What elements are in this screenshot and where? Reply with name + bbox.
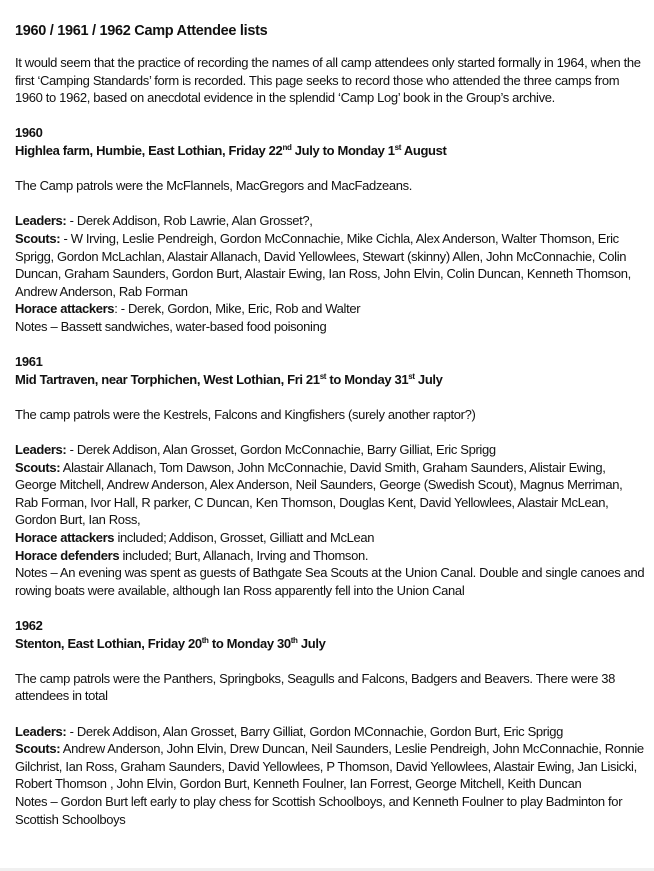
camp-attackers: [15, 529, 646, 547]
location-text: Stenton, East Lothian, Friday 20: [15, 635, 202, 651]
location-text: Highlea farm, Humbie, East Lothian, Friday 22: [15, 142, 283, 158]
scouts-label: Scouts:: [15, 459, 61, 475]
camp-year: 1961: [15, 354, 43, 370]
scouts-list: Andrew Anderson, John Elvin, Drew Duncan, Neil Saunders, Leslie Pendreigh, John McConnachie, Ronnie Gilchrist, Ian Ross, Graham Saunders, David Yellowlees, P Thomson, David Yellowlees, Alastair Ewing, Jan Lisicki, Robert Thomson , John Elvin, Gordon Burt, Kenneth Foulner, Ian Forrest, George Mitchell, Keith Duncan: [15, 741, 644, 792]
camp-patrols: The camp patrols were the Panthers, Springboks, Seagulls and Falcons, Badgers and Beavers. There were 38 attendees in total: [15, 670, 615, 704]
camp-notes: Notes – Gordon Burt left early to play chess for Scottish Schoolboys, and Kenneth Foulner to play Badminton for Scottish Schoolboys: [15, 793, 623, 827]
camp-location: [15, 142, 646, 160]
ordinal-suffix: st: [394, 142, 402, 152]
leaders-list: - Derek Addison, Rob Lawrie, Alan Grosset?,: [66, 213, 313, 229]
attackers-list: included; Addison, Grosset, Gilliatt and McLean: [114, 530, 375, 546]
intro-paragraph: It would seem that the practice of recording the names of all camp attendees only started formally in 1964, when the first ‘Camping Standards’ form is recorded. This page seeks to record those who attended the three camps from 1960 to 1962, based on anecdotal evidence in the splendid ‘Camp Log’ book in the Group’s archive.: [15, 55, 641, 106]
ordinal-suffix: st: [319, 371, 327, 381]
defenders-list: included; Burt, Allanach, Irving and Thomson.: [119, 547, 369, 563]
leaders-label: Leaders:: [15, 213, 67, 229]
camp-scouts: [15, 459, 646, 529]
camp-leaders: [15, 212, 646, 230]
camp-year: 1962: [15, 618, 43, 633]
location-text: Mid Tartraven, near Torphichen, West Lothian, Fri 21: [15, 371, 320, 387]
camp-1960-section: [15, 124, 646, 335]
leaders-list: - Derek Addison, Alan Grosset, Barry Gilliat, Gordon MConnachie, Gordon Burt, Eric Sprigg: [66, 723, 564, 739]
location-text: July to Monday 1: [291, 142, 395, 158]
camp-notes: Notes – An evening was spent as guests of Bathgate Sea Scouts at the Union Canal. Double and single canoes and rowing boats were available, although Ian Ross apparently fell into the Union Canal: [15, 565, 645, 598]
ordinal-suffix: th: [290, 635, 298, 645]
scouts-list: - W Irving, Leslie Pendreigh, Gordon McConnachie, Mike Cichla, Alex Anderson, Walter Thomson, Eric Sprigg, Gordon McLachlan, Alastair Allanach, David Yellowlees, Stewart (skinny) Allen, John McConnachie, Colin Duncan, Graham Saunders, Gordon Burt, Alastair Ewing, Ian Ross, John Elvin, Colin Duncan, Kenneth Thomson, Andrew Anderson, Rab Forman: [15, 230, 631, 299]
location-text: July: [297, 635, 326, 651]
leaders-label: Leaders:: [15, 723, 67, 739]
camp-location: [15, 635, 646, 653]
camp-patrols: The camp patrols were the Kestrels, Falcons and Kingfishers (surely another raptor?): [15, 406, 476, 422]
location-text: August: [401, 142, 447, 158]
camp-leaders: [15, 723, 646, 741]
ordinal-suffix: nd: [282, 142, 292, 152]
camp-patrols: The Camp patrols were the McFlannels, MacGregors and MacFadzeans.: [15, 178, 413, 194]
ordinal-suffix: th: [201, 635, 209, 645]
scouts-label: Scouts:: [15, 230, 61, 246]
attackers-label: Horace attackers: [15, 301, 115, 317]
page-title: 1960 / 1961 / 1962 Camp Attendee lists: [15, 23, 268, 39]
camp-attackers: [15, 300, 646, 318]
attackers-list: : - Derek, Gordon, Mike, Eric, Rob and Walter: [114, 301, 361, 317]
camp-location: [15, 371, 646, 389]
camp-scouts: [15, 740, 646, 793]
camp-scouts: [15, 230, 646, 300]
leaders-list: - Derek Addison, Alan Grosset, Gordon McConnachie, Barry Gilliat, Eric Sprigg: [66, 442, 496, 458]
location-text: to Monday 30: [208, 635, 291, 651]
camp-1961-section: [15, 353, 646, 599]
camp-leaders: [15, 441, 646, 459]
location-text: to Monday 31: [326, 371, 409, 387]
camp-1962-section: [15, 617, 646, 828]
scouts-label: Scouts:: [15, 741, 61, 757]
camp-year: 1960: [15, 125, 43, 141]
defenders-label: Horace defenders: [15, 547, 120, 563]
camp-notes: Notes – Bassett sandwiches, water-based food poisoning: [15, 318, 327, 334]
ordinal-suffix: st: [408, 371, 415, 381]
attackers-label: Horace attackers: [15, 530, 115, 546]
leaders-label: Leaders:: [15, 442, 67, 458]
location-text: July: [414, 371, 443, 387]
camp-defenders: [15, 547, 646, 565]
scouts-list: Alastair Allanach, Tom Dawson, John McConnachie, David Smith, Graham Saunders, Alistair Ewing, George Mitchell, Andrew Anderson, Alex Anderson, Neil Saunders, George (Swedish Scout), Magnus Merriman, Rab Forman, Ivor Hall, R parker, C Duncan, Ken Thomson, Douglas Kent, David Yellowlees, Alastair McLean, Gordon Burt, Ian Ross,: [15, 459, 623, 528]
